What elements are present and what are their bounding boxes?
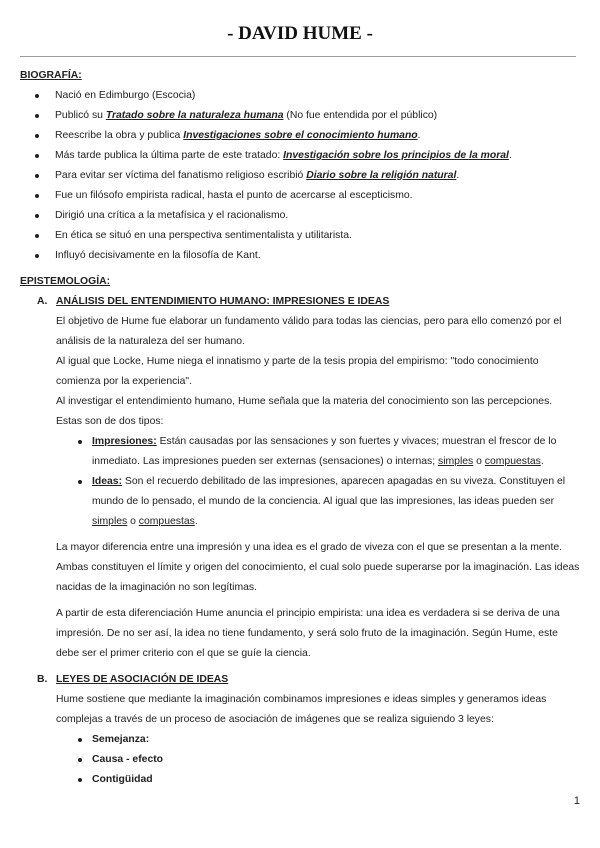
- heading-epistemologia: EPISTEMOLOGÍA:: [20, 276, 111, 287]
- biografia-item: [20, 206, 580, 226]
- association-laws-list: [20, 730, 580, 790]
- emphasized-text: proceso de asociación de imágenes: [174, 714, 341, 725]
- law-label: Contigüidad: [92, 774, 153, 785]
- text-run: Para evitar ser víctima del fanatismo religioso escribió: [55, 170, 307, 181]
- emphasized-text: Ideas:: [92, 476, 123, 487]
- text-run: En: [55, 230, 71, 241]
- emphasized-text: naturaleza del ser humano: [118, 336, 243, 347]
- text-run: Al igual que Locke, Hume: [56, 356, 178, 367]
- section-a-paragraph: [20, 352, 580, 392]
- text-run: del conocimiento, el cual solo puede superarse por la imaginación. Las ideas nacidas de la imaginación no son legítimas.: [56, 562, 580, 593]
- section-b-title: [20, 670, 580, 690]
- text-run: Son el: [122, 476, 158, 487]
- text-run: ;: [432, 456, 438, 467]
- section-b-label: LEYES DE ASOCIACIÓN DE IDEAS: [56, 674, 229, 685]
- section-a-paragraph: [20, 538, 580, 598]
- emphasized-text: límite: [157, 562, 183, 573]
- emphasized-text: ética: [70, 230, 93, 241]
- text-run: Influyó decisivamente en la filosofía de: [55, 250, 237, 261]
- association-law-item: [20, 750, 580, 770]
- law-label: Causa - efecto: [92, 754, 164, 765]
- section-a-paragraph: [20, 312, 580, 352]
- text-run: Están causadas por las: [156, 436, 271, 447]
- text-run: se situó en una perspectiva sentimentalista y utilitarista.: [92, 230, 352, 241]
- emphasized-text: Impresiones:: [92, 436, 157, 447]
- emphasized-text: 3 leyes:: [458, 714, 494, 725]
- emphasized-text: externas: [276, 456, 317, 467]
- text-run: Fue un filósofo: [55, 190, 127, 201]
- perception-type-item: [20, 432, 580, 472]
- text-run: que se realiza siguiendo: [340, 714, 459, 725]
- text-run: .: [285, 210, 289, 221]
- text-run: y: [182, 562, 194, 573]
- emphasized-text: compuestas: [138, 516, 195, 527]
- text-run: o: [127, 516, 139, 527]
- emphasized-text: compuestas: [484, 456, 541, 467]
- text-run: ; muestran el frescor de lo inmediato. Las impresiones pueden ser: [92, 436, 557, 467]
- section-a-label: ANÁLISIS DEL ENTENDIMIENTO HUMANO: IMPRESIONES E IDEAS: [56, 296, 390, 307]
- emphasized-text: percepciones: [487, 396, 550, 407]
- section-a-letter: A.: [37, 296, 48, 307]
- emphasized-text: simples: [92, 516, 128, 527]
- text-run: y son fuertes y: [328, 436, 402, 447]
- text-run: Dirigió una: [55, 210, 108, 221]
- emphasized-text: crítica a la metafísica y el racionalismo: [107, 210, 286, 221]
- text-run: , hasta el punto de acercarse al: [201, 190, 350, 201]
- emphasized-text: Diario sobre la religión natural: [306, 170, 457, 181]
- text-run: .: [242, 336, 245, 347]
- text-run: : una idea es verdadera si se deriva de una impresión. De no ser así, la idea no tiene fundamento, y será solo fruto de la imaginación. Según Hume, este debe ser el primer criterio con el que se guíe la ciencia.: [56, 608, 560, 659]
- text-run: , aparecen apagadas en su viveza. Constituyen el mundo de lo pensado, el mundo de la conciencia. Al igual que las impresiones, las ideas pueden ser: [92, 476, 566, 507]
- emphasized-text: escepticismo: [349, 190, 410, 201]
- emphasized-text: sensaciones: [270, 436, 329, 447]
- emphasized-text: vivaces: [401, 436, 437, 447]
- emphasized-text: internas: [395, 456, 433, 467]
- section-b-letter: B.: [37, 674, 48, 685]
- content: [20, 66, 580, 790]
- biografia-list: [20, 86, 580, 266]
- biografia-item: [20, 106, 580, 126]
- text-run: .: [409, 190, 413, 201]
- text-run: .: [257, 250, 261, 261]
- text-run: .: [417, 130, 421, 141]
- page-number: 1: [573, 795, 580, 807]
- title-divider: [20, 56, 576, 57]
- text-run: A partir de esta diferenciación Hume anuncia el: [56, 608, 277, 619]
- emphasized-text: "todo conocimiento comienza por la experiencia": [56, 356, 539, 387]
- section-a-title: [20, 292, 580, 312]
- text-run: con el que se presentan a la mente. Ambas constituyen el: [56, 542, 562, 573]
- perception-types-list: [20, 432, 580, 532]
- text-run: (No fue entendida por el público): [283, 110, 438, 121]
- section-a-paragraph: [20, 604, 580, 664]
- emphasized-text: Investigaciones sobre el conocimiento humano: [183, 130, 418, 141]
- section-a-paragraph: [20, 392, 580, 432]
- text-run: Nació en Edimburgo (Escocia): [55, 90, 196, 101]
- biografia-item: [20, 246, 580, 266]
- text-run: (sensaciones) o: [316, 456, 396, 467]
- text-run: Hume sostiene que mediante la imaginación combinamos impresiones e ideas simples y generamos ideas complejas a través de un: [56, 694, 547, 725]
- text-run: Al investigar el entendimiento humano, Hume señala que la materia del conocimiento son las: [56, 396, 488, 407]
- biografia-item: [20, 166, 580, 186]
- page-title: - DAVID HUME -: [227, 23, 373, 44]
- biografia-item: [20, 86, 580, 106]
- emphasized-text: Investigación sobre los principios de la moral: [283, 150, 509, 161]
- biografia-item: [20, 186, 580, 206]
- emphasized-text: Kant: [236, 250, 258, 261]
- biografia-item: [20, 146, 580, 166]
- emphasized-text: niega el innatismo: [177, 356, 262, 367]
- section-b-paragraph: [20, 690, 580, 730]
- emphasized-text: principio empirista: [276, 608, 361, 619]
- emphasized-text: simples: [438, 456, 474, 467]
- association-law-item: [20, 730, 580, 750]
- biografia-item: [20, 126, 580, 146]
- text-run: .: [540, 456, 544, 467]
- emphasized-text: origen: [193, 562, 223, 573]
- text-run: El objetivo de Hume fue elaborar un fundamento válido para todas las ciencias, pero para ello comenzó por el análisis de la: [56, 316, 562, 347]
- perception-type-item: [20, 472, 580, 532]
- text-run: y parte de la tesis propia del empirismo:: [261, 356, 451, 367]
- text-run: Reescribe la obra y publica: [55, 130, 184, 141]
- text-run: .: [194, 516, 198, 527]
- association-law-item: [20, 770, 580, 790]
- emphasized-text: grado de viveza: [320, 542, 394, 553]
- biografia-item: [20, 226, 580, 246]
- text-run: .: [189, 376, 192, 387]
- emphasized-text: recuerdo debilitado de las impresiones: [157, 476, 336, 487]
- text-run: o: [473, 456, 485, 467]
- text-run: Publicó su: [55, 110, 106, 121]
- heading-biografia: BIOGRAFÍA:: [20, 70, 82, 81]
- emphasized-text: empirista radical: [126, 190, 202, 201]
- text-run: . Estas son de dos tipos:: [56, 396, 553, 427]
- emphasized-text: Tratado sobre la naturaleza humana: [105, 110, 284, 121]
- text-run: .: [508, 150, 512, 161]
- text-run: Más tarde publica la última parte de este tratado:: [55, 150, 284, 161]
- law-label: Semejanza:: [92, 734, 150, 745]
- text-run: La mayor diferencia entre una impresión y una idea es el: [56, 542, 321, 553]
- text-run: .: [456, 170, 460, 181]
